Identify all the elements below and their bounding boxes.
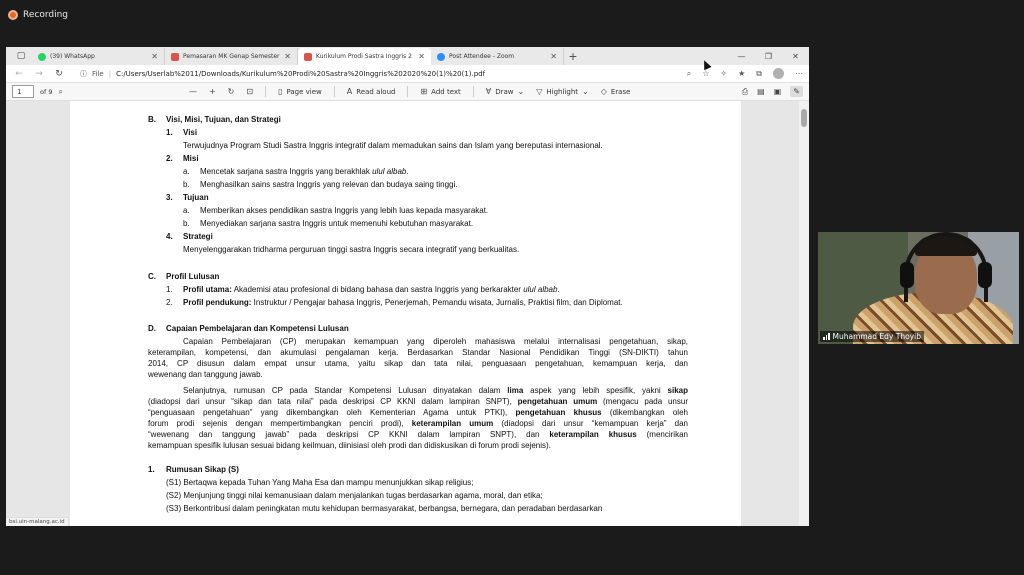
chevron-down-icon: ⌄ bbox=[582, 87, 589, 96]
paragraph-line: kemampuan spesifik lulusan sesuai bidang keilmuan, diinisiasi oleh prodi dan didiskusikan di forum prodi sejenis). bbox=[148, 441, 551, 450]
list-item: Profil utama: Akademisi atau profesional di bidang bahasa dan sastra Inggris yang berkarakter ulul albab. bbox=[183, 285, 560, 294]
new-tab-button[interactable]: + bbox=[568, 50, 578, 63]
whatsapp-icon bbox=[38, 53, 46, 61]
highlight-label: Highlight bbox=[546, 87, 579, 96]
list-item: Menyediakan sarjana sastra Inggris untuk memenuhi kebutuhan masyarakat. bbox=[200, 219, 474, 228]
tab-title: (39) WhatsApp bbox=[50, 53, 95, 60]
scrollbar-thumb[interactable] bbox=[801, 109, 807, 127]
item-number: 4. bbox=[166, 232, 173, 241]
minimize-icon[interactable]: — bbox=[737, 51, 746, 61]
bold-text: pengetahuan umum bbox=[517, 397, 598, 406]
print-icon[interactable]: ⎙ bbox=[741, 86, 749, 96]
zoom-in-icon[interactable]: + bbox=[208, 87, 216, 96]
page-view-icon: ▯ bbox=[278, 87, 283, 96]
pdf-tools bbox=[189, 86, 630, 97]
list-item: Memberikan akses pendidikan sastra Inggris yang lebih luas kepada masyarakat. bbox=[200, 206, 489, 215]
add-text-label: Add text bbox=[431, 87, 461, 96]
chevron-down-icon: ⌄ bbox=[517, 87, 525, 96]
status-url: bsi.uin-malang.ac.id bbox=[6, 517, 69, 526]
address-bar bbox=[6, 65, 809, 83]
url-text: C:/Users/Userlab%2011/Downloads/Kurikulum%20Prodi%20Sastra%20Inggris%202020%20(1)%20(1).pdf bbox=[116, 69, 486, 78]
text: (mencirikan bbox=[636, 430, 688, 439]
pdf-toolbar bbox=[6, 83, 809, 101]
draw-label: Draw bbox=[495, 87, 514, 96]
collections-icon[interactable]: ⧉ bbox=[756, 68, 762, 78]
recording-label: Recording bbox=[23, 10, 69, 20]
text: Selanjutnya, rumusan CP pada Standar Kompetensi Lulusan dinyatakan dalam bbox=[183, 386, 508, 395]
back-icon[interactable]: ← bbox=[15, 68, 23, 79]
tab-title: Post Attendee - Zoom bbox=[449, 53, 515, 60]
fit-page-icon[interactable]: ⊡ bbox=[246, 87, 254, 96]
highlight-icon: ▽ bbox=[536, 87, 543, 96]
pdf-icon bbox=[171, 53, 179, 61]
label: Profil utama: bbox=[183, 285, 232, 294]
subheading: Strategi bbox=[183, 232, 213, 241]
draw-button[interactable] bbox=[486, 87, 524, 96]
participant-video[interactable] bbox=[818, 232, 1019, 344]
headset-ear-icon bbox=[900, 262, 914, 288]
body-text: Terwujudnya Program Studi Sastra Inggris integratif dalam memadukan sains dan Islam yang bereputasi internasional. bbox=[183, 141, 603, 150]
bold-text: lima bbox=[507, 386, 524, 395]
toolbar-divider bbox=[473, 86, 474, 97]
headset-ear-icon bbox=[978, 262, 992, 288]
more-icon[interactable]: ⋯ bbox=[795, 69, 803, 78]
pdf-page bbox=[70, 101, 741, 526]
section-letter: D. bbox=[148, 324, 156, 333]
zoom-out-icon[interactable]: — bbox=[188, 87, 197, 96]
tab-zoom[interactable] bbox=[431, 48, 564, 65]
item-number: 2. bbox=[166, 298, 173, 307]
list-item-text: Akademisi atau profesional di bidang bahasa dan sastra Inggris yang berkarakter bbox=[231, 285, 524, 294]
toolbar-divider bbox=[265, 86, 266, 97]
pdf-right-actions bbox=[742, 86, 803, 97]
list-item: (S2) Menjunjung tinggi nilai kemanusiaan dalam menjalankan tugas berdasarkan agama, moral, dan etika; bbox=[166, 491, 543, 500]
url-divider: | bbox=[108, 69, 112, 78]
paragraph-line bbox=[148, 407, 688, 418]
tab-whatsapp[interactable] bbox=[32, 48, 165, 65]
pin-toolbar-icon[interactable]: ✎ bbox=[790, 86, 803, 97]
subheading: Rumusan Sikap (S) bbox=[166, 465, 239, 474]
paragraph-line: Capaian Pembelajaran (CP) merupakan kemampuan yang diperoleh mahasiswa melalui internalisasi pengetahuan, sikap, bbox=[183, 337, 688, 346]
tab-pemasaran[interactable] bbox=[165, 48, 298, 65]
list-item: (S1) Bertaqwa kepada Tuhan Yang Maha Esa dan mampu menunjukkan sikap religius; bbox=[166, 478, 474, 487]
list-marker: a. bbox=[183, 206, 190, 215]
text: aspek yang lebih spesifik, yakni bbox=[523, 386, 668, 395]
text: “wewenang dan tanggung jawab” pada deskripsi CP KKNI dalam lampiran SNPT), dan bbox=[148, 430, 550, 439]
url-field[interactable] bbox=[72, 69, 632, 79]
signal-icon bbox=[823, 333, 830, 340]
text: (mengacu pada unsur bbox=[597, 397, 688, 406]
zoom-icon bbox=[437, 53, 445, 61]
draw-icon: ∀ bbox=[485, 87, 492, 96]
close-icon[interactable]: ✕ bbox=[151, 52, 158, 61]
item-number: 1. bbox=[166, 285, 173, 294]
record-icon bbox=[8, 10, 18, 20]
paragraph-line: 2014, CP disusun dalam empat unsur utama, yaitu sikap dan tata nilai, penguasaan pengetahuan, kemampuan kerja, dan bbox=[148, 359, 688, 368]
text: (dikembangkan oleh bbox=[601, 408, 688, 417]
tab-kurikulum[interactable] bbox=[298, 48, 431, 65]
toolbar-divider bbox=[334, 86, 335, 97]
scrollbar[interactable] bbox=[799, 101, 809, 526]
paragraph-line bbox=[148, 418, 688, 429]
add-text-button[interactable] bbox=[420, 87, 460, 96]
bold-text: keterampilan umum bbox=[411, 419, 494, 428]
add-text-icon: ⊞ bbox=[420, 87, 428, 96]
participant-name: Muhammad Edy Thoyib bbox=[832, 332, 921, 341]
recording-indicator bbox=[8, 8, 68, 22]
body-text: Menyelenggarakan tridharma perguruan tinggi sastra Inggris secara integratif yang berkualitas. bbox=[183, 245, 520, 254]
paragraph-line: keterampilan, kompetensi, dan akumulasi pengalaman kerja. Berdasarkan Standar Nasional Pendidikan Tinggi (SN-DIKTI) tahun bbox=[148, 348, 688, 357]
paragraph-line bbox=[148, 429, 688, 440]
paragraph-line bbox=[148, 396, 688, 407]
text: (diadopsi dari unsur “kemampuan kerja” dan bbox=[493, 419, 688, 428]
bold-text: keterampilan khusus bbox=[549, 430, 637, 439]
item-number: 1. bbox=[166, 128, 173, 137]
subheading: Visi bbox=[183, 128, 198, 137]
read-aloud-button[interactable] bbox=[347, 87, 396, 96]
tab-bar bbox=[6, 47, 809, 65]
list-marker: b. bbox=[183, 219, 190, 228]
page-view-button[interactable] bbox=[278, 87, 322, 96]
paragraph-line bbox=[183, 385, 688, 396]
zoom-icon[interactable]: ⌕ bbox=[686, 68, 692, 78]
list-item-text: Instruktur / Pengajar bahasa Inggris, Penerjemah, Pemandu wisata, Jurnalis, Praktisi film, dan Diplomat. bbox=[251, 298, 623, 307]
eraser-icon: ◇ bbox=[600, 87, 607, 96]
rotate-icon[interactable]: ↻ bbox=[227, 87, 235, 96]
favorite-icon[interactable]: ☆ bbox=[702, 69, 710, 78]
highlight-button[interactable] bbox=[536, 87, 588, 96]
text: (diadopsi dari unsur “sikap dan tata nilai” pada deskripsi CP KKNI dalam lampiran SNPT), bbox=[148, 397, 518, 406]
subheading: Tujuan bbox=[183, 193, 209, 202]
section-letter: B. bbox=[148, 115, 156, 124]
close-icon[interactable]: ✕ bbox=[418, 52, 425, 61]
text: “penguasaan pengetahuan” yang dikembangkan oleh Kementerian Agama untuk PTKI), bbox=[148, 408, 516, 417]
tab-title: Kurikulum Prodi Sastra Inggris 2 bbox=[316, 53, 412, 60]
close-icon[interactable]: ✕ bbox=[284, 52, 291, 61]
bold-text: pengetahuan khusus bbox=[515, 408, 602, 417]
window-controls bbox=[728, 47, 809, 65]
pdf-icon bbox=[304, 53, 312, 61]
section-letter: C. bbox=[148, 272, 156, 281]
list-item: Mencetak sarjana sastra Inggris yang berakhlak ulul albab. bbox=[200, 167, 409, 176]
emphasis: ulul albab bbox=[523, 285, 558, 294]
list-marker: a. bbox=[183, 167, 190, 176]
text: forum prodi sejenis dengan mempertimbangkan penciri prodi), bbox=[148, 419, 412, 428]
item-number: 2. bbox=[166, 154, 173, 163]
section-title: Visi, Misi, Tujuan, dan Strategi bbox=[166, 115, 281, 124]
close-window-icon[interactable]: ✕ bbox=[792, 51, 799, 61]
profile-avatar[interactable] bbox=[773, 68, 784, 79]
participant-name-tag bbox=[820, 331, 924, 342]
list-item-text: Mencetak sarjana sastra Inggris yang berakhlak bbox=[200, 167, 373, 176]
section-title: Capaian Pembelajaran dan Kompetensi Lulusan bbox=[166, 324, 349, 333]
list-item: (S3) Berkontribusi dalam peningkatan mutu kehidupan bermasyarakat, berbangsa, bernegara, dan peradaban berdasarkan bbox=[166, 504, 603, 513]
tab-actions-icon[interactable]: ▢ bbox=[16, 51, 26, 61]
restore-icon[interactable]: ❐ bbox=[764, 51, 773, 61]
item-number: 3. bbox=[166, 193, 173, 202]
list-item bbox=[183, 297, 623, 308]
save-as-icon[interactable]: ▣ bbox=[773, 87, 782, 96]
save-icon[interactable]: ▤ bbox=[757, 87, 765, 96]
emphasis: ulul albab bbox=[372, 167, 407, 176]
search-icon[interactable]: ⌕ bbox=[58, 86, 63, 96]
read-aloud-label: Read aloud bbox=[356, 87, 396, 96]
page-view-label: Page view bbox=[286, 87, 322, 96]
label: Profil pendukung: bbox=[183, 298, 252, 307]
pdf-viewer bbox=[6, 101, 809, 526]
close-icon[interactable]: ✕ bbox=[550, 52, 557, 61]
section-title: Profil Lulusan bbox=[166, 272, 220, 281]
read-aloud-icon: A bbox=[346, 87, 353, 96]
subheading: Misi bbox=[183, 154, 199, 163]
tab-title: Pemasaran MK Genap Semester bbox=[183, 53, 280, 60]
paragraph-line: wewenang dan tanggung jawab. bbox=[148, 370, 263, 379]
erase-label: Erase bbox=[610, 87, 631, 96]
file-label: File bbox=[92, 69, 104, 78]
forward-icon[interactable]: → bbox=[35, 68, 43, 79]
page-number-input[interactable]: 1 bbox=[12, 85, 34, 98]
list-marker: b. bbox=[183, 180, 190, 189]
item-number: 1. bbox=[148, 465, 155, 474]
browser-window bbox=[6, 47, 809, 526]
extensions-icon[interactable]: ✧ bbox=[720, 69, 728, 78]
info-icon: ⓘ bbox=[80, 69, 87, 78]
list-item: Menghasilkan sains sastra Inggris yang relevan dan budaya saing tinggi. bbox=[200, 180, 458, 189]
refresh-icon[interactable]: ↻ bbox=[55, 68, 63, 79]
favorites-icon[interactable]: ★ bbox=[738, 69, 746, 78]
page-count: of 9 bbox=[40, 87, 53, 96]
erase-button[interactable] bbox=[601, 87, 631, 96]
toolbar-divider bbox=[407, 86, 408, 97]
bold-text: sikap bbox=[667, 386, 688, 395]
